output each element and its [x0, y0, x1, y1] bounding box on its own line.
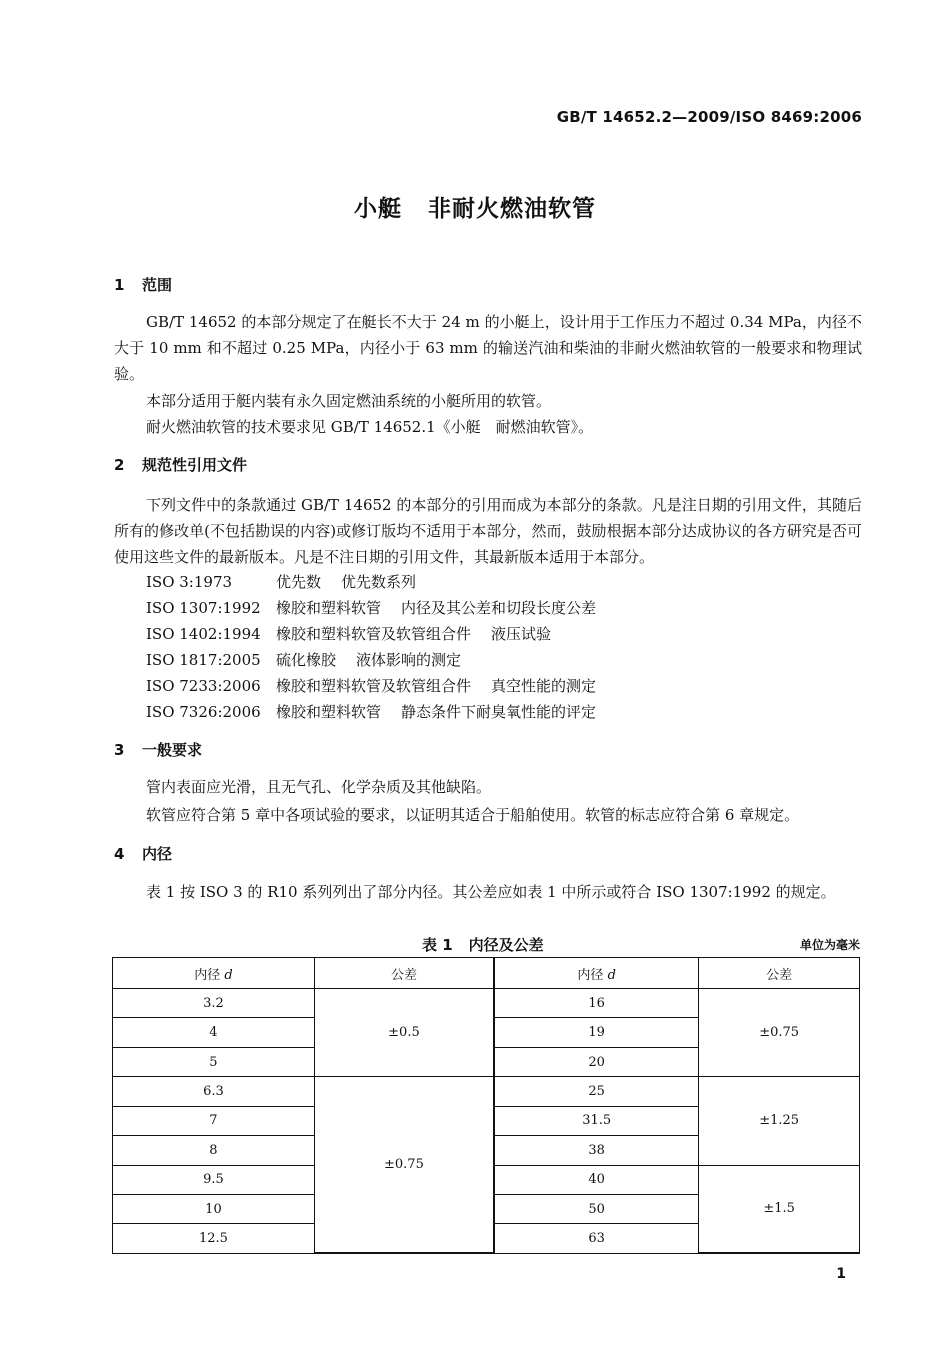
table-caption: 内径及公差: [468, 936, 544, 954]
section-2-heading: [114, 454, 247, 475]
section-number: 3: [114, 741, 125, 759]
table-cell-tolerance: ±0.5: [314, 989, 493, 1077]
section-number: 4: [114, 845, 125, 863]
title-part-1: 小艇: [354, 196, 402, 222]
table-cell-diameter: 8: [113, 1136, 314, 1165]
section-title: 一般要求: [142, 741, 203, 759]
title-part-2: 非耐火燃油软管: [428, 196, 596, 222]
section-3-line-2: 软管应符合第 5 章中各项试验的要求，以证明其适合于船舶使用。软管的标志应符合第 6 章规定。: [146, 806, 800, 824]
table-cell-diameter: 10: [113, 1194, 314, 1223]
reference-item: ISO 1817:2005 硫化橡胶 液体影响的测定: [146, 651, 462, 669]
reference-item: ISO 3:1973 优先数 优先数系列: [146, 573, 417, 591]
table-cell-diameter: 12.5: [113, 1224, 314, 1253]
table-cell-tolerance: ±1.5: [699, 1165, 859, 1252]
table-cell-diameter: 40: [495, 1165, 699, 1194]
table-cell-tolerance: ±0.75: [314, 1077, 493, 1253]
section-number: 2: [114, 456, 125, 474]
table-cell-diameter: 3.2: [113, 989, 314, 1018]
section-title: 范围: [142, 276, 173, 294]
table-cell-diameter: 38: [495, 1136, 699, 1165]
table-left-half: [112, 957, 494, 1254]
table-unit: 单位为毫米: [799, 938, 860, 952]
section-3-heading: [114, 739, 202, 760]
table-title: [422, 934, 544, 955]
section-1-para-1: GB/T 14652 的本部分规定了在艇长不大于 24 m 的小艇上，设计用于工作压力不超过 0.34 MPa，内径不大于 10 mm 和不超过 0.25 MPa，内径小于 63 mm 的输送汽油和柴油的非耐火燃油软管的一般要求和物理试验。: [114, 313, 862, 383]
column-header-tolerance: 公差: [699, 958, 859, 989]
table-cell-diameter: 16: [495, 989, 699, 1018]
table-cell-diameter: 63: [495, 1224, 699, 1253]
table-cell-diameter: 7: [113, 1106, 314, 1135]
table-cell-diameter: 4: [113, 1018, 314, 1047]
section-4-heading: [114, 843, 172, 864]
section-1-heading: [114, 274, 172, 295]
page-number: 1: [836, 1266, 846, 1282]
column-header-tolerance: 公差: [314, 958, 493, 989]
section-2-para-1: 下列文件中的条款通过 GB/T 14652 的本部分的引用而成为本部分的条款。凡是注日期的引用文件，其随后所有的修改单(不包括勘误的内容)或修订版均不适用于本部分，然而，鼓励根据本部分达成协议的各方研究是否可使用这些文件的最新版本。凡是不注日期的引用文件，其最新版本适用于本部分。: [114, 496, 862, 566]
table-cell-diameter: 20: [495, 1047, 699, 1076]
table-cell-diameter: 5: [113, 1047, 314, 1076]
standard-code: GB/T 14652.2—2009/ISO 8469:2006: [556, 108, 862, 126]
column-header-diameter: 内径 d: [113, 958, 314, 989]
section-number: 1: [114, 276, 125, 294]
table-cell-diameter: 31.5: [495, 1106, 699, 1135]
table-right-half: [494, 957, 860, 1254]
table-cell-diameter: 25: [495, 1077, 699, 1106]
section-title: 规范性引用文件: [142, 456, 248, 474]
section-1-para-3: 耐火燃油软管的技术要求见 GB/T 14652.1《小艇 耐燃油软管》。: [146, 418, 594, 436]
diameter-tolerance-table: [112, 957, 860, 1254]
section-1-para-2: 本部分适用于艇内装有永久固定燃油系统的小艇所用的软管。: [146, 392, 552, 410]
table-cell-tolerance: ±0.75: [699, 989, 859, 1077]
reference-item: ISO 1307:1992 橡胶和塑料软管 内径及其公差和切段长度公差: [146, 599, 597, 617]
table-cell-diameter: 9.5: [113, 1165, 314, 1194]
table-cell-diameter: 50: [495, 1194, 699, 1223]
reference-item: ISO 7233:2006 橡胶和塑料软管及软管组合件 真空性能的测定: [146, 677, 597, 695]
table-cell-tolerance: ±1.25: [699, 1077, 859, 1165]
section-4-para-1: 表 1 按 ISO 3 的 R10 系列列出了部分内径。其公差应如表 1 中所示或符合 ISO 1307:1992 的规定。: [146, 883, 836, 901]
column-header-diameter: 内径 d: [495, 958, 699, 989]
section-3-line-1: 管内表面应光滑，且无气孔、化学杂质及其他缺陷。: [146, 778, 492, 796]
section-title: 内径: [142, 845, 173, 863]
table-label: 表 1: [422, 936, 453, 954]
reference-item: ISO 1402:1994 橡胶和塑料软管及软管组合件 液压试验: [146, 625, 552, 643]
table-cell-diameter: 6.3: [113, 1077, 314, 1106]
document-title: [0, 190, 950, 223]
table-cell-diameter: 19: [495, 1018, 699, 1047]
reference-item: ISO 7326:2006 橡胶和塑料软管 静态条件下耐臭氧性能的评定: [146, 703, 597, 721]
